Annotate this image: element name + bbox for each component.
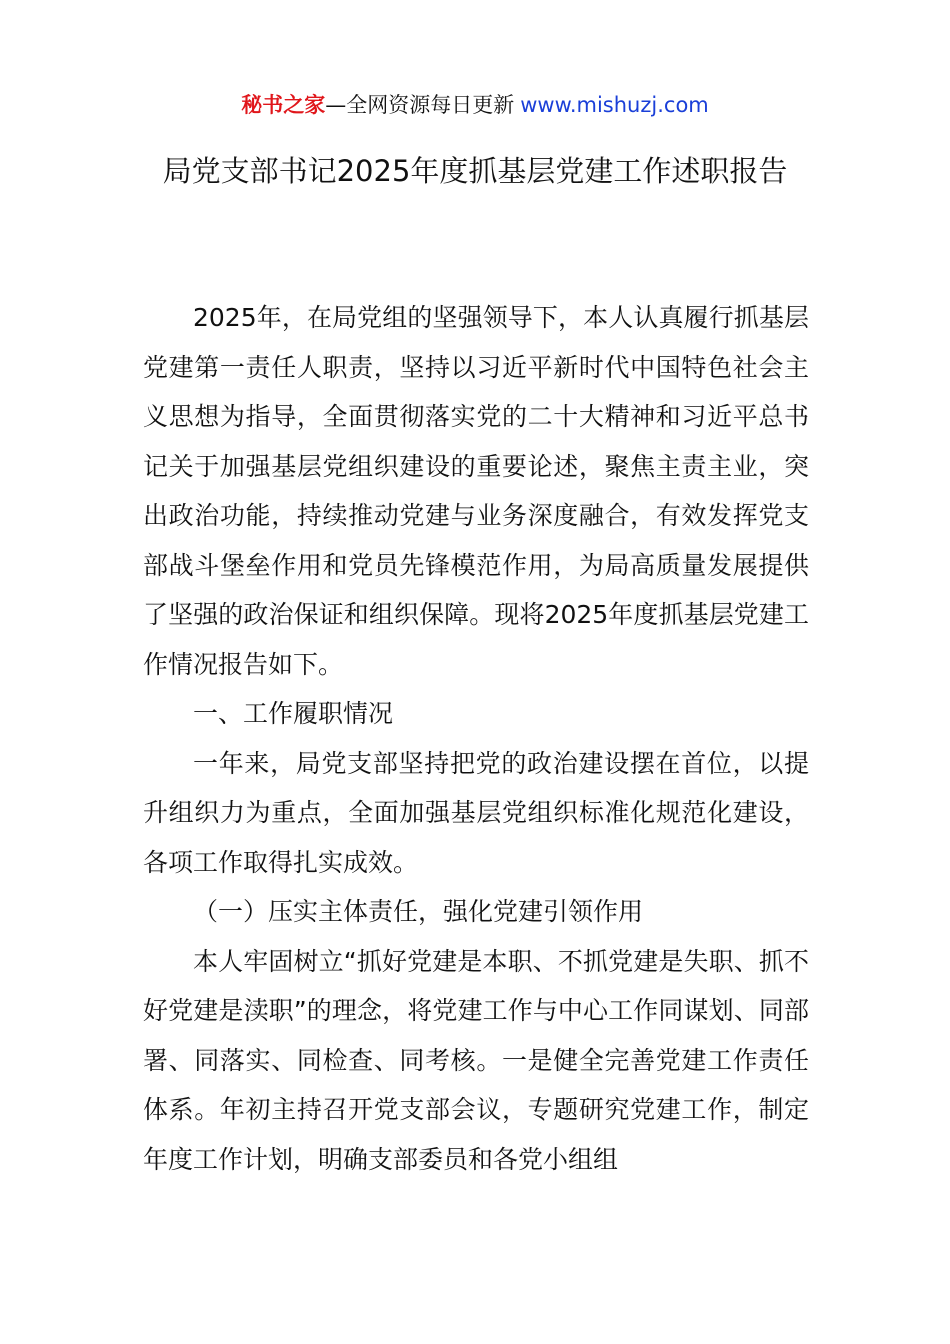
document-title: 局党支部书记2025年度抓基层党建工作述职报告 — [162, 154, 788, 188]
site-url-link[interactable]: www.mishuzj.com — [520, 93, 709, 117]
header-tagline: —全网资源每日更新 — [325, 93, 515, 117]
brand-name: 秘书之家 — [241, 93, 326, 117]
site-header — [0, 88, 950, 122]
subsection-paragraph: 本人牢固树立“抓好党建是本职、不抓党建是失职、抓不好党建是渎职”的理念，将党建工作与中心工作同谋划、同部署、同落实、同检查、同考核。一是健全完善党建工作责任体系。年初主持召开党支部会议，专题研究党建工作，制定年度工作计划，明确支部委员和各党小组组 — [143, 946, 809, 1174]
intro-paragraph: 2025年，在局党组的坚强领导下，本人认真履行抓基层党建第一责任人职责，坚持以习近平新时代中国特色社会主义思想为指导，全面贯彻落实党的二十大精神和习近平总书记关于加强基层党组织建设的重要论述，聚焦主责主业，突出政治功能，持续推动党建与业务深度融合，有效发挥党支部战斗堡垒作用和党员先锋模范作用，为局高质量发展提供了坚强的政治保证和组织保障。现将2025年度抓基层党建工作情况报告如下。 — [143, 303, 809, 679]
section-paragraph: 一年来，局党支部坚持把党的政治建设摆在首位，以提升组织力为重点，全面加强基层党组织标准化规范化建设，各项工作取得扎实成效。 — [143, 748, 809, 877]
section-heading: 一、工作履职情况 — [193, 699, 394, 728]
subsection-heading: （一）压实主体责任，强化党建引领作用 — [193, 897, 644, 926]
document-body — [143, 293, 809, 1184]
